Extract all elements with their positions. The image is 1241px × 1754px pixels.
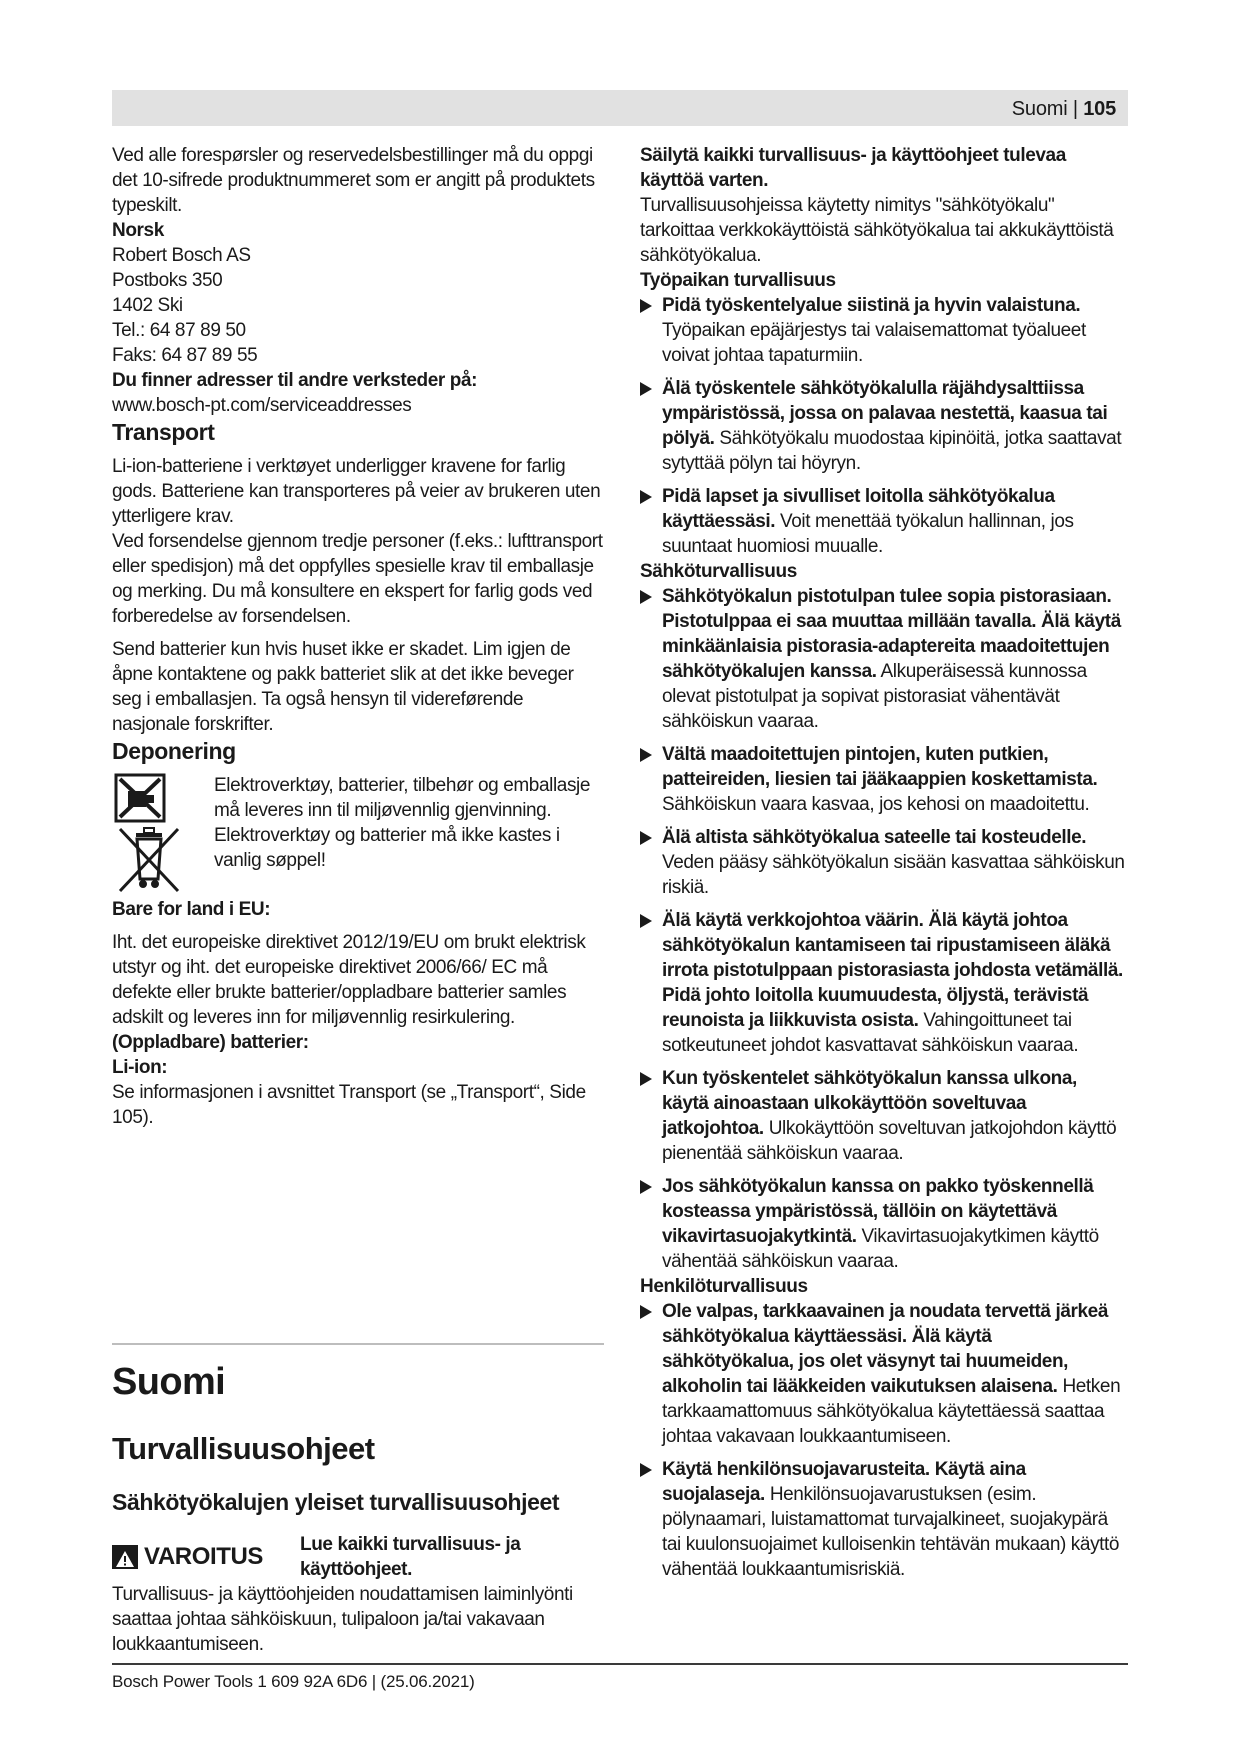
bullet-arrow-icon xyxy=(640,590,652,604)
keep-instructions-bold: Säilytä kaikki turvallisuus- ja käyttöohjeet tulevaa käyttöä varten. xyxy=(640,145,1066,191)
batteries-heading: (Oppladbare) batterier: xyxy=(112,1032,309,1053)
eu-heading: Bare for land i EU: xyxy=(112,899,271,920)
item-text: Henkilönsuojavarustuksen (esim. pölynaamari, luistamattomat turvajalkineet, suojakypärä tai kuulonsuojaimet kulloisenkin tehtävän mukaan) käyttö vähentää loukkaantumisriskiä. xyxy=(662,1484,1120,1580)
item-bold: Älä käytä verkkojohtoa väärin. Älä käytä johtoa sähkötyökalun kantamiseen tai ripustamiseen äläkä irrota pistotulppaan pistorasiasta johdosta vetämällä. Pidä johto loitolla kuumuudesta, öljystä, terävistä reunoista ja liikkuvista osista. xyxy=(662,910,1123,1031)
eu-paragraph: Iht. det europeiske direktivet 2012/19/EU om brukt elektrisk utstyr og iht. det europeiske direktivet 2006/66/ EC må defekte eller brukte batterier/oppladbare batterier samles adskilt og leveres inn for miljøvennlig resirkulering. xyxy=(112,932,586,1028)
footer-text: Bosch Power Tools 1 609 92A 6D6 | (25.06.2021) xyxy=(112,1672,475,1691)
footer-divider xyxy=(112,1663,1128,1665)
list-item xyxy=(640,1066,1128,1166)
right-column xyxy=(640,143,1128,1582)
page-header-bar xyxy=(112,90,1128,126)
item-bold: Käytä henkilönsuojavarusteita. Käytä aina suojalaseja. xyxy=(662,1459,1026,1505)
bullet-arrow-icon xyxy=(640,299,652,313)
page-header xyxy=(1012,98,1116,121)
item-bold: Vältä maadoitettujen pintojen, kuten putkien, patteireiden, liesien tai jääkaappien koskettamista. xyxy=(662,744,1098,790)
item-bold: Pidä työskentelyalue siistinä ja hyvin valaistuna. xyxy=(662,295,1081,316)
bullet-arrow-icon xyxy=(640,1463,652,1477)
warning-label xyxy=(112,1532,300,1582)
list-item xyxy=(640,1299,1128,1449)
service-url: www.bosch-pt.com/serviceaddresses xyxy=(112,395,412,416)
disposal-text: Elektroverktøy, batterier, tilbehør og emballasje må leveres inn til miljøvennlig gjenvinning. xyxy=(214,775,591,821)
disposal-text: Elektroverktøy og batterier må ikke kastes i vanlig søppel! xyxy=(214,825,560,871)
safety-heading: Turvallisuusohjeet xyxy=(112,1431,375,1466)
item-text: Hetken tarkkaamattomuus sähkötyökalua käytettäessä saattaa johtaa vakavaan loukkaantumiseen. xyxy=(662,1376,1121,1447)
item-text: Vikavirtasuojakytkimen käyttö vähentää sähköiskun vaaraa. xyxy=(662,1226,1099,1272)
list-item xyxy=(640,1174,1128,1274)
bullet-arrow-icon xyxy=(640,914,652,928)
list-item xyxy=(640,1457,1128,1582)
warning-icon xyxy=(112,1545,138,1569)
item-text: Voit menettää työkalun hallinnan, jos suuntaat huomiosi muualle. xyxy=(662,511,1074,557)
personal-heading: Henkilöturvallisuus xyxy=(640,1276,808,1297)
norsk-address xyxy=(112,243,604,368)
item-text: Sähkötyökalu muodostaa kipinöitä, jotka saattavat sytyttää pölyn tai höyryn. xyxy=(662,428,1122,474)
item-text: Vahingoittuneet tai sotkeutuneet johdot kasvattavat sähköiskun vaaraa. xyxy=(662,1010,1079,1056)
list-item xyxy=(640,584,1128,734)
address-line: Postboks 350 xyxy=(112,270,223,291)
keep-instructions-text: Turvallisuusohjeissa käytetty nimitys "sähkötyökalu" tarkoittaa verkkokäyttöistä sähkötyökalua tai akkukäyttöistä sähkötyökalua. xyxy=(640,195,1114,266)
bullet-arrow-icon xyxy=(640,490,652,504)
deponering-heading: Deponering xyxy=(112,738,236,764)
item-text: Ulkokäyttöön soveltuvan jatkojohdon käyttö pienentää sähköiskun vaaraa. xyxy=(662,1118,1117,1164)
disposal-row xyxy=(112,773,604,823)
general-safety-heading: Sähkötyökalujen yleiset turvallisuusohjeet xyxy=(112,1489,560,1515)
bullet-arrow-icon xyxy=(640,1072,652,1086)
bullet-arrow-icon xyxy=(640,1180,652,1194)
section-divider xyxy=(112,1343,604,1345)
recycle-packaging-icon xyxy=(112,773,206,823)
item-text: Veden pääsy sähkötyökalun sisään kasvattaa sähköiskun riskiä. xyxy=(662,852,1125,898)
transport-paragraph: Send batterier kun hvis huset ikke er skadet. Lim igjen de åpne kontaktene og pakk batteriet slik at det ikke beveger seg i emballasjen. Ta også hensyn til videreførende nasjonale forskrifter. xyxy=(112,639,574,735)
address-line: Tel.: 64 87 89 50 xyxy=(112,320,246,341)
item-bold: Pidä lapset ja sivulliset loitolla sähkötyökalua käyttäessäsi. xyxy=(662,486,1055,532)
list-item xyxy=(640,908,1128,1058)
bullet-arrow-icon xyxy=(640,831,652,845)
liion-paragraph: Se informasjonen i avsnittet Transport (se „Transport“, Side 105). xyxy=(112,1082,586,1128)
electrical-heading: Sähköturvallisuus xyxy=(640,561,797,582)
item-text: Sähköiskun vaara kasvaa, jos kehosi on maadoitettu. xyxy=(662,794,1090,815)
list-item xyxy=(640,376,1128,476)
address-line: Faks: 64 87 89 55 xyxy=(112,345,258,366)
item-text: Alkuperäisessä kunnossa olevat pistotulpat ja sopivat pistorasiat vähentävät sähköiskun vaaraa. xyxy=(662,661,1087,732)
bullet-arrow-icon xyxy=(640,1305,652,1319)
intro-paragraph: Ved alle forespørsler og reservedelsbestillinger må du oppgi det 10-sifrede produktnummeret som er angitt på produktets typeskilt. xyxy=(112,145,595,216)
crossed-bin-icon xyxy=(112,823,206,897)
list-item xyxy=(640,825,1128,900)
item-bold: Kun työskentelet sähkötyökalun kanssa ulkona, käytä ainoastaan ulkokäyttöön soveltuvaa jatkojohtoa. xyxy=(662,1068,1077,1139)
workplace-list xyxy=(640,293,1128,559)
item-bold: Sähkötyökalun pistotulpan tulee sopia pistorasiaan. Pistotulppaa ei saa muuttaa millään tavalla. Älä käytä minkäänlaisia pistorasia-adaptereita maadoitettujen sähkötyökalujen kanssa. xyxy=(662,586,1121,682)
bullet-arrow-icon xyxy=(640,382,652,396)
warning-label-text: VAROITUS xyxy=(144,1543,264,1570)
warning-bold: Lue kaikki turvallisuus- ja käyttöohjeet. xyxy=(300,1534,521,1580)
item-bold: Jos sähkötyökalun kanssa on pakko työskennellä kosteassa ympäristössä, tällöin on käytettävä vikavirtasuojakytkintä. xyxy=(662,1176,1094,1247)
address-line: Robert Bosch AS xyxy=(112,245,251,266)
workplace-heading: Työpaikan turvallisuus xyxy=(640,270,836,291)
list-item xyxy=(640,293,1128,368)
transport-paragraph: Li-ion-batteriene i verktøyet underligger kravene for farlig gods. Batteriene kan transporteres på veier av brukeren uten ytterligere krav. xyxy=(112,456,601,527)
item-text: Työpaikan epäjärjestys tai valaisemattomat työalueet voivat johtaa tapaturmiin. xyxy=(662,320,1086,366)
bullet-arrow-icon xyxy=(640,748,652,762)
transport-paragraph: Ved forsendelse gjennom tredje personer (f.eks.: lufttransport eller spedisjon) må det oppfylles spesielle krav til emballasje og merking. Du må konsultere en ekspert for farlig gods ved forberedelse av forsendelsen. xyxy=(112,531,603,627)
suomi-heading: Suomi xyxy=(112,1361,226,1403)
list-item xyxy=(640,484,1128,559)
personal-list xyxy=(640,1299,1128,1582)
warning-block xyxy=(112,1532,604,1657)
item-bold: Älä altista sähkötyökalua sateelle tai kosteudelle. xyxy=(662,827,1087,848)
warning-text: Turvallisuus- ja käyttöohjeiden noudattamisen laiminlyönti saattaa johtaa sähköiskuun, tulipaloon ja/tai vakavaan loukkaantumiseen. xyxy=(112,1584,573,1655)
page-number: 105 xyxy=(1083,98,1116,120)
electrical-list xyxy=(640,584,1128,1274)
header-section: Suomi xyxy=(1011,98,1068,120)
list-item xyxy=(640,742,1128,817)
item-bold: Ole valpas, tarkkaavainen ja noudata tervettä järkeä sähkötyökalua käyttäessäsi. Älä käytä sähkötyökalua, jos olet väsynyt tai huumeiden, alkoholin tai lääkkeiden vaikutuksen alaisena. xyxy=(662,1301,1108,1397)
addresses-heading: Du finner adresser til andre verksteder på: xyxy=(112,370,478,391)
address-line: 1402 Ski xyxy=(112,295,183,316)
header-separator: | xyxy=(1067,98,1084,120)
disposal-row xyxy=(112,823,604,897)
transport-heading: Transport xyxy=(112,419,215,445)
item-bold: Älä työskentele sähkötyökalulla räjähdysalttiissa ympäristössä, jossa on palavaa nestettä, kaasua tai pölyä. xyxy=(662,378,1108,449)
left-column xyxy=(112,143,604,1130)
liion-heading: Li-ion: xyxy=(112,1057,168,1078)
norsk-heading: Norsk xyxy=(112,220,164,241)
